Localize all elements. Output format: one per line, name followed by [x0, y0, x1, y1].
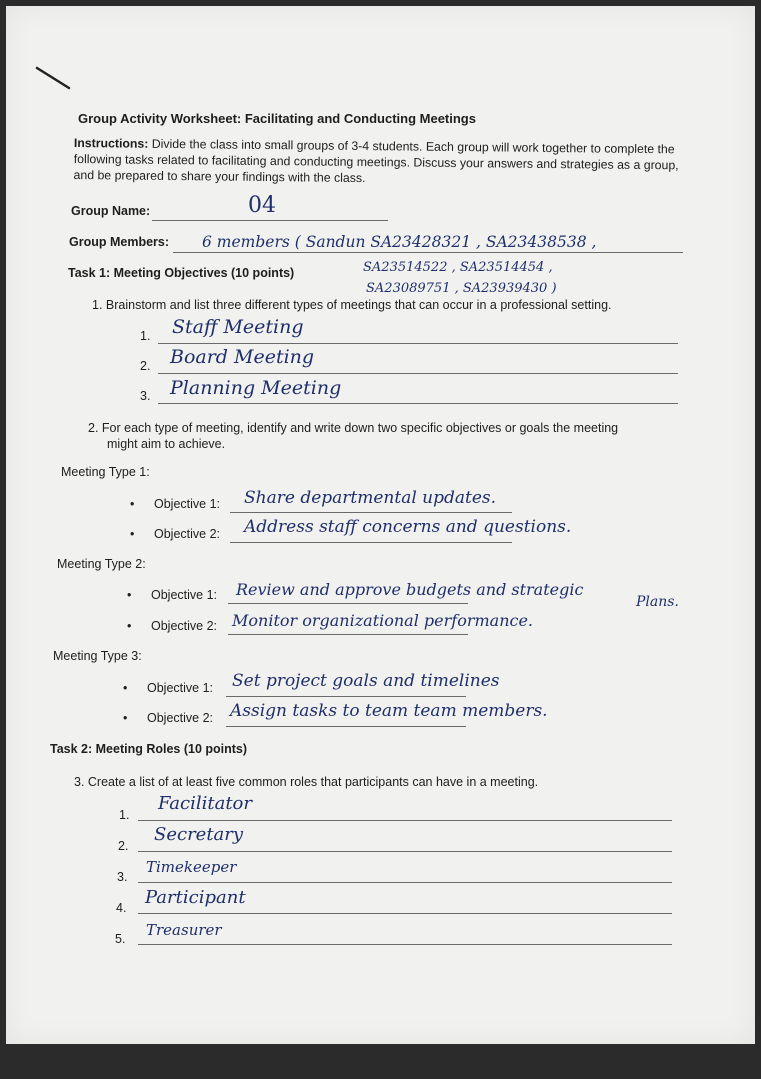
meeting-type-1-heading: Meeting Type 1:: [61, 465, 150, 479]
m2-objective-1-label: Objective 1:: [151, 588, 218, 602]
meeting-type-3-heading: Meeting Type 3:: [53, 649, 142, 663]
m3-objective-2-label: Objective 2:: [147, 711, 214, 725]
m2-objective-1-line: [228, 603, 468, 604]
role-3-number: 3.: [117, 870, 128, 884]
meeting-type-2-answer: Board Meeting: [170, 346, 315, 368]
bullet-icon: •: [123, 681, 128, 695]
m2-objective-1-answer-continued: Plans.: [636, 594, 679, 610]
task1-question-1: 1. Brainstorm and list three different types of meetings that can occur in a professional setting.: [92, 298, 612, 312]
group-members-line-2: SA23514522 , SA23514454 ,: [363, 260, 553, 275]
meeting-type-2-line: [158, 373, 678, 374]
role-4-line: [138, 913, 672, 914]
task1-question-2-line-2: might aim to achieve.: [107, 437, 226, 451]
m2-objective-2-line: [228, 634, 468, 635]
role-2-number: 2.: [118, 839, 129, 853]
role-4-number: 4.: [116, 901, 127, 915]
viewer-bottom-bar: [0, 1046, 761, 1079]
meeting-type-1-number: 1.: [140, 329, 151, 343]
task1-question-2-line-1: 2. For each type of meeting, identify and write down two specific objectives or goals the meeting: [88, 421, 619, 435]
role-5-number: 5.: [115, 932, 126, 946]
instructions-label: Instructions:: [73, 135, 149, 151]
role-2-line: [138, 851, 672, 852]
m1-objective-2-answer: Address staff concerns and questions.: [244, 517, 572, 537]
role-4-answer: Participant: [145, 887, 246, 908]
pen-stroke-mark: [34, 64, 74, 94]
role-5-answer: Treasurer: [146, 921, 222, 939]
meeting-type-3-number: 3.: [140, 389, 151, 403]
group-name-line: [152, 220, 388, 221]
m2-objective-1-answer: Review and approve budgets and strategic: [236, 580, 584, 599]
task2-question-3: 3. Create a list of at least five common roles that participants can have in a meeting.: [74, 775, 539, 789]
m3-objective-2-line: [226, 726, 466, 727]
meeting-type-2-number: 2.: [140, 359, 151, 373]
m1-objective-1-answer: Share departmental updates.: [244, 488, 497, 508]
role-1-line: [138, 820, 672, 821]
bullet-icon: •: [127, 619, 132, 633]
bullet-icon: •: [123, 711, 128, 725]
group-members-label: Group Members:: [69, 235, 170, 249]
group-name-value: 04: [248, 193, 276, 218]
instructions-text: Divide the class into small groups of 3-4 students. Each group will work together to complete the following tasks related to facilitating and conducting meetings. Discuss your answers and strategies as a group, and be prepared to share your findings with the class.: [73, 136, 679, 186]
m1-objective-1-line: [230, 512, 512, 513]
meeting-type-3-line: [158, 403, 678, 404]
role-5-line: [138, 944, 672, 945]
meeting-type-3-answer: Planning Meeting: [170, 377, 342, 399]
role-1-answer: Facilitator: [158, 793, 252, 814]
bullet-icon: •: [127, 588, 132, 602]
m3-objective-1-line: [226, 696, 466, 697]
role-2-answer: Secretary: [154, 824, 244, 845]
m1-objective-2-label: Objective 2:: [154, 527, 221, 541]
m3-objective-2-answer: Assign tasks to team team members.: [230, 701, 548, 721]
group-name-label: Group Name:: [71, 204, 151, 218]
task2-title: Task 2: Meeting Roles (10 points): [50, 742, 248, 756]
role-3-line: [138, 882, 672, 883]
m2-objective-2-answer: Monitor organizational performance.: [232, 611, 534, 630]
task1-title: Task 1: Meeting Objectives (10 points): [68, 266, 295, 280]
m3-objective-1-answer: Set project goals and timelines: [232, 671, 500, 691]
instructions-paragraph: [73, 135, 685, 189]
m2-objective-2-label: Objective 2:: [151, 619, 218, 633]
bullet-icon: •: [130, 497, 135, 511]
group-members-line: [173, 252, 683, 253]
role-1-number: 1.: [119, 808, 130, 822]
meeting-type-1-answer: Staff Meeting: [172, 316, 304, 338]
meeting-type-2-heading: Meeting Type 2:: [57, 557, 146, 571]
worksheet-title: Group Activity Worksheet: Facilitating and Conducting Meetings: [78, 111, 476, 126]
m1-objective-2-line: [230, 542, 512, 543]
m3-objective-1-label: Objective 1:: [147, 681, 214, 695]
m1-objective-1-label: Objective 1:: [154, 497, 221, 511]
role-3-answer: Timekeeper: [146, 858, 237, 876]
meeting-type-1-line: [158, 343, 678, 344]
bullet-icon: •: [130, 527, 135, 541]
group-members-line-3: SA23089751 , SA23939430 ): [366, 281, 557, 296]
group-members-line-1: 6 members ( Sandun SA23428321 , SA23438538 ,: [202, 233, 597, 251]
